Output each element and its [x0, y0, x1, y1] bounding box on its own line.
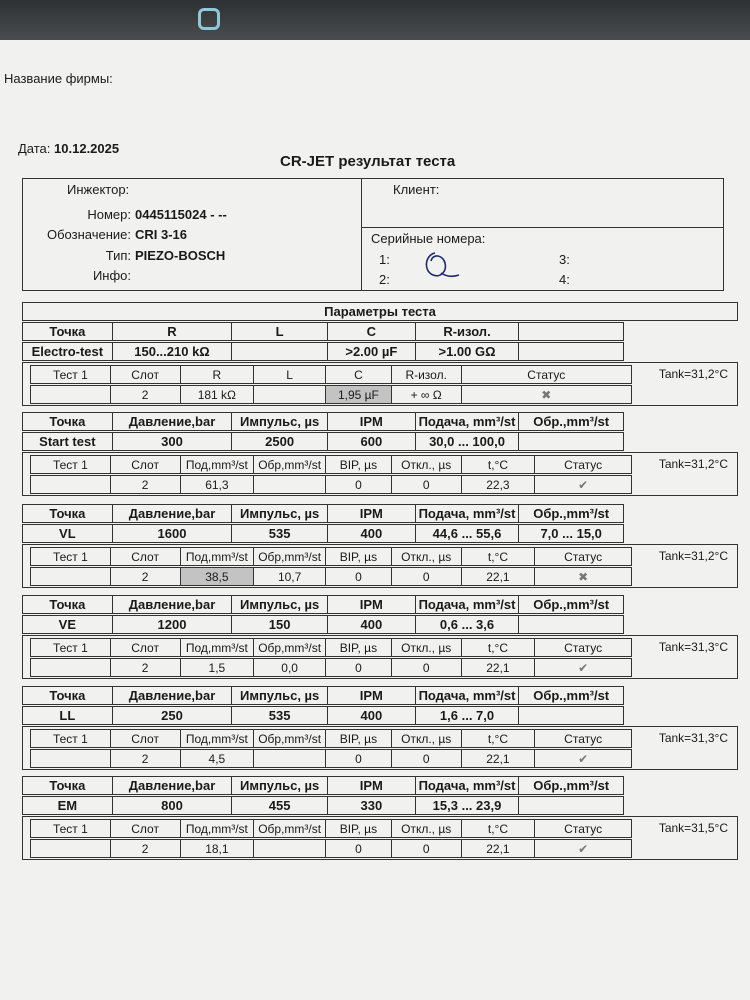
test-header-row-cell: Обр.,mm³/st: [533, 597, 610, 612]
electro-sub-header-row-cell: Тест 1: [31, 366, 111, 383]
test-sub-values-row-cell: 22,1: [462, 840, 536, 857]
test-sub-values-row-cell: 2: [111, 568, 181, 585]
test-sub-values-row-cell: 22,3: [462, 476, 536, 493]
test-values-row-cell: 535: [232, 707, 328, 724]
test-sub-values-row-cell: 0: [392, 840, 462, 857]
electro-header-row-cell: R-изол.: [416, 323, 520, 340]
electro-header-row-cell: L: [232, 323, 328, 340]
test-header-row-cell: IPM: [328, 413, 416, 430]
test-values-row-cell: 600: [328, 433, 416, 450]
test-values-row-cell: 300: [113, 433, 233, 450]
test-values-row-cell: 250: [113, 707, 233, 724]
test-header-row-cell: Давление,bar: [113, 777, 233, 794]
test-values-row-cell: 1200: [113, 616, 233, 633]
photo-top-edge: [0, 0, 750, 40]
test-sub-values-row-cell: 10,7: [254, 568, 326, 585]
test-sub-header-row-cell: BIP, µs: [326, 456, 392, 473]
test-sub-header-row-cell: Слот: [111, 456, 181, 473]
test-sub-header-row-cell: Откл., µs: [392, 639, 462, 656]
test-header-row-cell: Точка: [23, 596, 113, 613]
electro-sub-values-row-cell: [254, 386, 326, 403]
test-values-row-cell: 1600: [113, 525, 233, 542]
test-sub-header-row-cell: Тест 1: [31, 730, 111, 747]
params-title: Параметры теста: [22, 302, 738, 321]
test-sub-values-row-cell: 0: [392, 476, 462, 493]
test-sub-header-row-cell: Тест 1: [31, 639, 111, 656]
electro-values-row-cell: [232, 343, 328, 360]
test-sub-header-row-cell: BIP, µs: [326, 820, 392, 837]
test-header-row: [22, 595, 624, 614]
test-sub-header-row-cell: t,°C: [462, 730, 536, 747]
test-header-row-cell: IPM: [328, 777, 416, 794]
test-sub-values-row-cell: [31, 750, 111, 767]
test-sub-header-row-cell: Под,mm³/st: [181, 456, 255, 473]
test-values-row: [22, 706, 624, 725]
test-sub-values-row-cell: [254, 750, 326, 767]
test-header-row-cell: Импульс, µs: [232, 505, 328, 522]
test-header-row-cell: Точка: [23, 413, 113, 430]
electro-sub-header-row-cell: R: [181, 366, 255, 383]
test-sub-values-row-cell: 22,1: [462, 568, 536, 585]
test-sub-header-row-cell: t,°C: [462, 548, 536, 565]
test-sub-header-row-cell: t,°C: [462, 456, 536, 473]
test-sub-header-row: [30, 819, 632, 838]
type-label: Тип:: [105, 248, 131, 263]
check-icon: ✔: [578, 660, 589, 675]
test-values-row-cell: VE: [23, 616, 113, 633]
test-sub-values-row: [30, 658, 632, 677]
test-header-row-cell: Обр.,mm³/st: [533, 414, 610, 429]
test-sub-values-row-cell: 22,1: [462, 750, 536, 767]
test-sub-header-row: [30, 729, 632, 748]
test-sub-values-row-cell: [254, 840, 326, 857]
electro-header-row-cell: C: [328, 323, 416, 340]
electro-values-row-cell: Electro-test: [23, 343, 113, 360]
test-values-row-cell: 1,6 ... 7,0: [416, 707, 520, 724]
test-header-row-cell: Подача, mm³/st: [416, 687, 520, 704]
test-sub-values-row-cell: 0: [326, 750, 392, 767]
electro-sub-header-row: [30, 365, 632, 384]
tank-temperature: Tank=31,5°C: [658, 821, 728, 835]
test-sub-header-row-cell: Откл., µs: [392, 820, 462, 837]
test-header-row-cell: Точка: [23, 505, 113, 522]
test-sub-header-row-cell: Под,mm³/st: [181, 548, 255, 565]
test-header-row-cell: Давление,bar: [113, 687, 233, 704]
signature-mark: [421, 247, 463, 285]
test-sub-values-row: [30, 749, 632, 768]
electro-sub-values-row: [30, 385, 632, 404]
date-value: 10.12.2025: [54, 141, 120, 156]
test-sub-header-row-cell: Под,mm³/st: [181, 730, 255, 747]
test-header-row: [22, 686, 624, 705]
test-sub-header-row-cell: Обр,mm³/st: [254, 639, 326, 656]
electro-values-row-cell: >2.00 µF: [328, 343, 416, 360]
test-sub-values-row-cell: 22,1: [462, 659, 536, 676]
test-header-row: [22, 776, 624, 795]
cross-icon: ✖: [578, 569, 589, 584]
test-header-row-cell: Импульс, µs: [232, 596, 328, 613]
test-sub-header-row-cell: Слот: [111, 730, 181, 747]
tank-temperature: Tank=31,2°C: [658, 367, 728, 381]
test-sub-values-row-cell: [31, 659, 111, 676]
test-header-row-cell: Обр.,mm³/st: [533, 688, 610, 703]
test-sub-header-row-cell: Откл., µs: [392, 456, 462, 473]
electro-sub-values-row-cell: + ∞ Ω: [392, 386, 462, 403]
electro-sub-values-row-cell: [31, 386, 111, 403]
test-sub-header-row-cell: Под,mm³/st: [181, 820, 255, 837]
number-value: 0445115024 - --: [135, 207, 227, 222]
cross-icon: ✖: [541, 387, 552, 402]
test-header-row-cell: Давление,bar: [113, 505, 233, 522]
test-values-row-cell: 30,0 ... 100,0: [416, 433, 520, 450]
test-sub-header-row-cell: Тест 1: [31, 548, 111, 565]
test-sub-header-row-cell: Статус: [564, 640, 603, 655]
test-values-row-cell: [519, 433, 623, 450]
tank-temperature: Tank=31,3°C: [658, 731, 728, 745]
injector-label: Инжектор:: [67, 182, 130, 197]
test-values-row-cell: EM: [23, 797, 113, 814]
serial-1: 1:: [379, 252, 390, 267]
test-sub-values-row-cell: 0,0: [254, 659, 326, 676]
test-header-row-cell: IPM: [328, 687, 416, 704]
test-sub-header-row-cell: Статус: [564, 821, 603, 836]
test-sub-values-row: [30, 567, 632, 586]
electro-sub-header-row-cell: Статус: [527, 367, 566, 382]
date-field: [18, 141, 119, 156]
number-label: Номер:: [87, 207, 131, 222]
designation-value: CRI 3-16: [135, 227, 188, 242]
test-sub-values-row-cell: 61,3: [181, 476, 255, 493]
test-header-row-cell: Импульс, µs: [232, 687, 328, 704]
test-sub-values-row-cell: 0: [326, 476, 392, 493]
serial-4: 4:: [559, 272, 570, 287]
test-header-row-cell: Обр.,mm³/st: [533, 778, 610, 793]
test-sub-values-row-cell: 0: [326, 568, 392, 585]
test-values-row-cell: VL: [23, 525, 113, 542]
test-sub-header-row-cell: Слот: [111, 639, 181, 656]
test-sub-header-row-cell: Обр,mm³/st: [254, 730, 326, 747]
electro-sub-header-row-cell: L: [254, 366, 326, 383]
test-sub-header-row-cell: Обр,mm³/st: [254, 820, 326, 837]
test-values-row-cell: 455: [232, 797, 328, 814]
test-sub-header-row-cell: BIP, µs: [326, 548, 392, 565]
client-label: Клиент:: [393, 182, 440, 197]
test-header-row-cell: Точка: [23, 777, 113, 794]
tank-temperature: Tank=31,2°C: [658, 457, 728, 471]
test-sub-values-row-cell: 2: [111, 750, 181, 767]
serials-label: Серийные номера:: [371, 231, 486, 246]
test-sub-values-row-cell: 0: [392, 750, 462, 767]
test-sub-header-row-cell: Обр,mm³/st: [254, 456, 326, 473]
electro-values-row-cell: [519, 343, 623, 360]
test-header-row-cell: Обр.,mm³/st: [533, 506, 610, 521]
test-sub-header-row: [30, 638, 632, 657]
test-sub-values-row-cell: 2: [111, 659, 181, 676]
test-sub-values-row-cell: 0: [392, 568, 462, 585]
test-sub-values-row-cell: 38,5: [181, 568, 255, 585]
info-label: Инфо:: [92, 268, 131, 283]
serial-2: 2:: [379, 272, 390, 287]
test-values-row: [22, 432, 624, 451]
electro-header-row-cell: Точка: [23, 323, 113, 340]
check-icon: ✔: [578, 477, 589, 492]
electro-header-row-cell: R: [113, 323, 233, 340]
electro-sub-header-row-cell: Слот: [111, 366, 181, 383]
designation-label: Обозначение:: [46, 227, 131, 242]
electro-values-row-cell: >1.00 GΩ: [416, 343, 520, 360]
test-header-row-cell: Давление,bar: [113, 596, 233, 613]
tank-temperature: Tank=31,3°C: [658, 640, 728, 654]
check-icon: ✔: [578, 751, 589, 766]
test-values-row: [22, 615, 624, 634]
test-values-row-cell: 800: [113, 797, 233, 814]
test-sub-values-row-cell: [31, 476, 111, 493]
test-sub-values-row-cell: 2: [111, 476, 181, 493]
test-sub-values-row-cell: 0: [326, 840, 392, 857]
test-sub-header-row-cell: Под,mm³/st: [181, 639, 255, 656]
test-sub-values-row-cell: 4,5: [181, 750, 255, 767]
test-values-row-cell: 330: [328, 797, 416, 814]
test-sub-values-row-cell: [31, 568, 111, 585]
electro-sub-values-row-cell: 2: [111, 386, 181, 403]
test-values-row: [22, 524, 624, 543]
test-sub-header-row-cell: Обр,mm³/st: [254, 548, 326, 565]
electro-values-row: [22, 342, 624, 361]
tank-temperature: Tank=31,2°C: [658, 549, 728, 563]
test-sub-values-row: [30, 839, 632, 858]
injector-box: [22, 178, 724, 291]
report-title: CR-JET результат теста: [280, 153, 456, 170]
electro-sub-values-row-cell: 1,95 µF: [326, 386, 392, 403]
test-sub-values-row-cell: 1,5: [181, 659, 255, 676]
test-sub-header-row-cell: t,°C: [462, 639, 536, 656]
test-header-row-cell: Подача, mm³/st: [416, 596, 520, 613]
test-sub-values-row-cell: [254, 476, 326, 493]
test-values-row-cell: 535: [232, 525, 328, 542]
test-header-row: [22, 504, 624, 523]
test-values-row-cell: 15,3 ... 23,9: [416, 797, 520, 814]
check-icon: ✔: [578, 841, 589, 856]
test-sub-header-row-cell: BIP, µs: [326, 730, 392, 747]
test-sub-header-row-cell: t,°C: [462, 820, 536, 837]
electro-sub-header-row-cell: R-изол.: [392, 366, 462, 383]
test-header-row: [22, 412, 624, 431]
firm-label: Название фирмы:: [4, 71, 113, 86]
test-header-row-cell: Давление,bar: [113, 413, 233, 430]
test-sub-header-row-cell: Статус: [564, 457, 603, 472]
test-sub-values-row-cell: 18,1: [181, 840, 255, 857]
test-values-row-cell: 7,0 ... 15,0: [540, 526, 602, 541]
test-header-row-cell: Подача, mm³/st: [416, 505, 520, 522]
test-sub-header-row-cell: Откл., µs: [392, 730, 462, 747]
serial-3: 3:: [559, 252, 570, 267]
test-header-row-cell: Импульс, µs: [232, 413, 328, 430]
test-values-row-cell: Start test: [23, 433, 113, 450]
test-sub-header-row-cell: Откл., µs: [392, 548, 462, 565]
test-header-row-cell: Импульс, µs: [232, 777, 328, 794]
test-values-row-cell: 400: [328, 525, 416, 542]
logo-icon: [198, 8, 220, 30]
test-values-row-cell: 0,6 ... 3,6: [416, 616, 520, 633]
test-sub-values-row-cell: 0: [392, 659, 462, 676]
test-values-row: [22, 796, 624, 815]
test-sub-header-row-cell: BIP, µs: [326, 639, 392, 656]
test-sub-header-row-cell: Статус: [564, 731, 603, 746]
electro-values-row-cell: 150...210 kΩ: [113, 343, 233, 360]
test-header-row-cell: Подача, mm³/st: [416, 777, 520, 794]
test-values-row-cell: 400: [328, 616, 416, 633]
electro-header-row: [22, 322, 624, 341]
test-sub-values-row: [30, 475, 632, 494]
test-sub-header-row-cell: Слот: [111, 820, 181, 837]
test-sub-values-row-cell: 0: [326, 659, 392, 676]
test-values-row-cell: [519, 616, 623, 633]
electro-sub-values-row-cell: 181 kΩ: [181, 386, 255, 403]
test-header-row-cell: IPM: [328, 596, 416, 613]
test-sub-header-row-cell: Слот: [111, 548, 181, 565]
date-label: Дата:: [18, 141, 51, 156]
test-sub-header-row-cell: Статус: [564, 549, 603, 564]
electro-sub-header-row-cell: C: [326, 366, 392, 383]
test-values-row-cell: [519, 797, 623, 814]
test-header-row-cell: Точка: [23, 687, 113, 704]
type-value: PIEZO-BOSCH: [135, 248, 226, 263]
test-sub-header-row: [30, 547, 632, 566]
test-sub-header-row-cell: Тест 1: [31, 456, 111, 473]
test-report-sheet: [0, 40, 750, 1000]
test-sub-values-row-cell: 2: [111, 840, 181, 857]
test-values-row-cell: 400: [328, 707, 416, 724]
test-values-row-cell: 44,6 ... 55,6: [416, 525, 520, 542]
test-header-row-cell: IPM: [328, 505, 416, 522]
test-header-row-cell: Подача, mm³/st: [416, 413, 520, 430]
test-values-row-cell: 150: [232, 616, 328, 633]
test-values-row-cell: 2500: [232, 433, 328, 450]
test-values-row-cell: LL: [23, 707, 113, 724]
test-values-row-cell: [519, 707, 623, 724]
electro-header-row-cell: [519, 323, 623, 340]
test-sub-values-row-cell: [31, 840, 111, 857]
test-sub-header-row: [30, 455, 632, 474]
test-sub-header-row-cell: Тест 1: [31, 820, 111, 837]
